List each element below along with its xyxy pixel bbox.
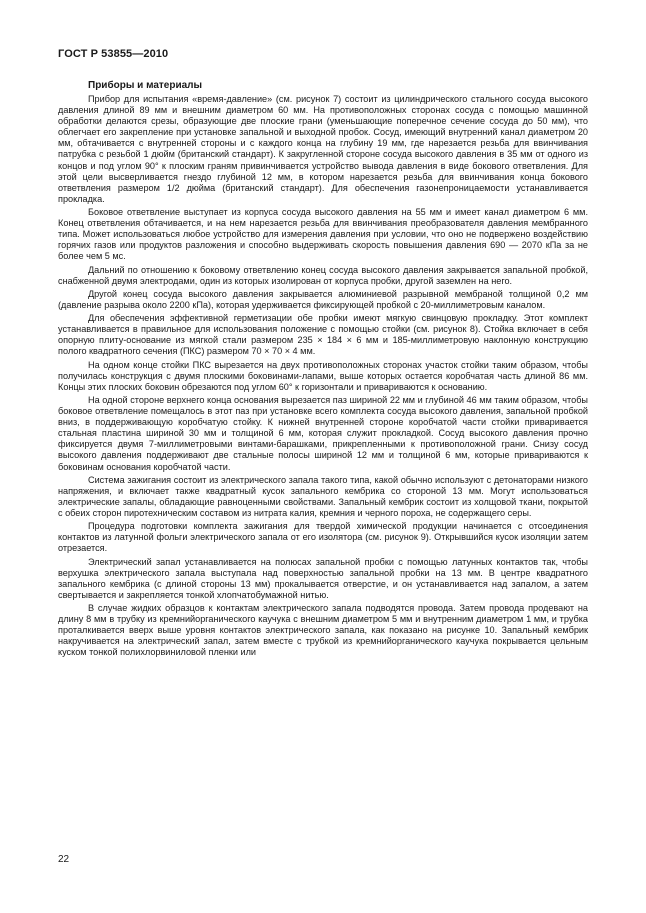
paragraph: Система зажигания состоит из электрического запала такого типа, какой обычно используют с детонаторами низкого напряжения, и включает также квадратный кусок запального кембрика со стороной 13 мм. Могут использоваться электрические запалы, обладающие равноценными свойствами. Запальный кембрик состоит из холщовой ткани, покрытой с обеих сторон пиротехническим составом из нитрата калия, кремния и черного пороха, не содержащего серы. xyxy=(58,474,588,519)
paragraph: Процедура подготовки комплекта зажигания для твердой химической продукции начинается с отсоединения контактов из латунной фольги электрического запала от его изолятора (см. рисунок 9). Открывшийся кусок изоляции затем отрезается. xyxy=(58,521,588,554)
paragraph: Дальний по отношению к боковому ответвлению конец сосуда высокого давления закрывается запальной пробкой, снабженной двумя электродами, один из которых изолирован от корпуса пробки, другой заземлен на него. xyxy=(58,264,588,286)
paragraph: На одном конце стойки ПКС вырезается на двух противоположных сторонах участок стойки таким образом, чтобы получилась конструкция с двумя плоскими боковинами-лапами, выше которых остается коробчатая часть длиной 86 мм. Концы этих плоских боковин обрезаются под углом 60° к горизонтали и привариваются к основанию. xyxy=(58,359,588,392)
paragraph: На одной стороне верхнего конца основания вырезается паз шириной 22 мм и глубиной 46 мм таким образом, чтобы боковое ответвление помещалось в этот паз при установке всего комплекта сосуда высокого давления, запальной пробкой вниз, в поддерживающую коробчатую стойку. К нижней внутренней стороне коробчатой части стойки приваривается стальная пластина шириной 30 мм и толщиной 6 мм, которая служит прокладкой. Сосуд высокого давления прочно фиксируется двумя 7-миллиметровыми винтами-барашками, прикрепленными к противоположной грани. Снизу сосуд высокого давления поддерживают две стальные полосы шириной 12 мм и толщиной 6 мм, которые привариваются к боковинам основания коробчатой части. xyxy=(58,395,588,472)
page-header-standard: ГОСТ Р 53855—2010 xyxy=(58,48,169,60)
paragraph: Для обеспечения эффективной герметизации обе пробки имеют мягкую свинцовую прокладку. Этот комплект устанавливается в правильное для использования положение с помощью стойки (см. рисунок 8). Стойка включает в себя опорную плиту-основание из мягкой стали размером 235 × 184 × 6 мм и 185-миллиметровую наклонную конструкцию полого квадратного сечения (ПКС) размером 70 × 70 × 4 мм. xyxy=(58,313,588,357)
section-title: Приборы и материалы xyxy=(88,80,203,91)
paragraph: Электрический запал устанавливается на полюсах запальной пробки с помощью латунных контактов так, чтобы верхушка электрического запала выступала над поверхностью запальной пробки на 13 мм. В центре квадратного запального кембрика (с длиной стороны 13 мм) прокалывается отверстие, и он устанавливается над запалом, а затем свертывается и закрепляется тонкой хлопчатобумажной нитью. xyxy=(58,556,588,600)
paragraph: Боковое ответвление выступает из корпуса сосуда высокого давления на 55 мм и имеет канал диаметром 6 мм. Конец ответвления обтачивается, и на нем нарезается резьба для ввинчивания преобразователя давления мембранного типа. Может использоваться любое устройство для измерения давления при условии, что оно не подвержено воздействию горячих газов или продуктов разложения и способно выдерживать скорость повышения давления 690 — 2070 кПа за не более чем 5 мс. xyxy=(58,207,588,262)
body-text xyxy=(58,94,588,661)
page-number: 22 xyxy=(58,854,70,865)
paragraph: Другой конец сосуда высокого давления закрывается алюминиевой разрывной мембраной толщиной 0,2 мм (давление разрыва около 2200 кПа), которая удерживается фиксирующей пробкой с 20-миллиметровым каналом. xyxy=(58,288,588,310)
paragraph: Прибор для испытания «время-давление» (см. рисунок 7) состоит из цилиндрического стального сосуда высокого давления длиной 89 мм и внешним диаметром 60 мм. На противоположных сторонах сосуда с помощью машинной обработки делаются срезы, образующие две плоские грани (уменьшающие поперечное сечение сосуда до 50 мм), что облегчает его закрепление при установке запальной и выходной пробок. Сосуд, имеющий внутренний канал диаметром 20 мм, обтачивается с внутренней стороны и с каждого конца на глубину 19 мм, где нарезается резьба для ввинчивания патрубка с резьбой 1 дюйм (британский стандарт). К закругленной стороне сосуда высокого давления в 35 мм от одного из концов и под углом 90° к плоским граням привинчивается устройство вывода давления в виде бокового ответвления. Для этой цели высверливается гнездо глубиной 12 мм, в котором нарезается резьба для ввинчивания конца бокового ответвления размером 1/2 дюйма (британский стандарт). Для обеспечения газонепроницаемости устанавливается прокладка. xyxy=(58,94,588,204)
document-page xyxy=(58,0,588,913)
paragraph: В случае жидких образцов к контактам электрического запала подводятся провода. Затем провода продевают на длину 8 мм в трубку из кремнийорганического каучука с внешним диаметром 5 мм и внутренним диаметром 1 мм, и трубка проталкивается вверх выше уровня контактов электрического запала, как показано на рисунке 10. Запальный кембрик накручивается на электрический запал, затем вместе с трубкой из кремнийорганического каучука покрывается цельным куском тонкой полихлорвиниловой пленки или xyxy=(58,603,588,658)
